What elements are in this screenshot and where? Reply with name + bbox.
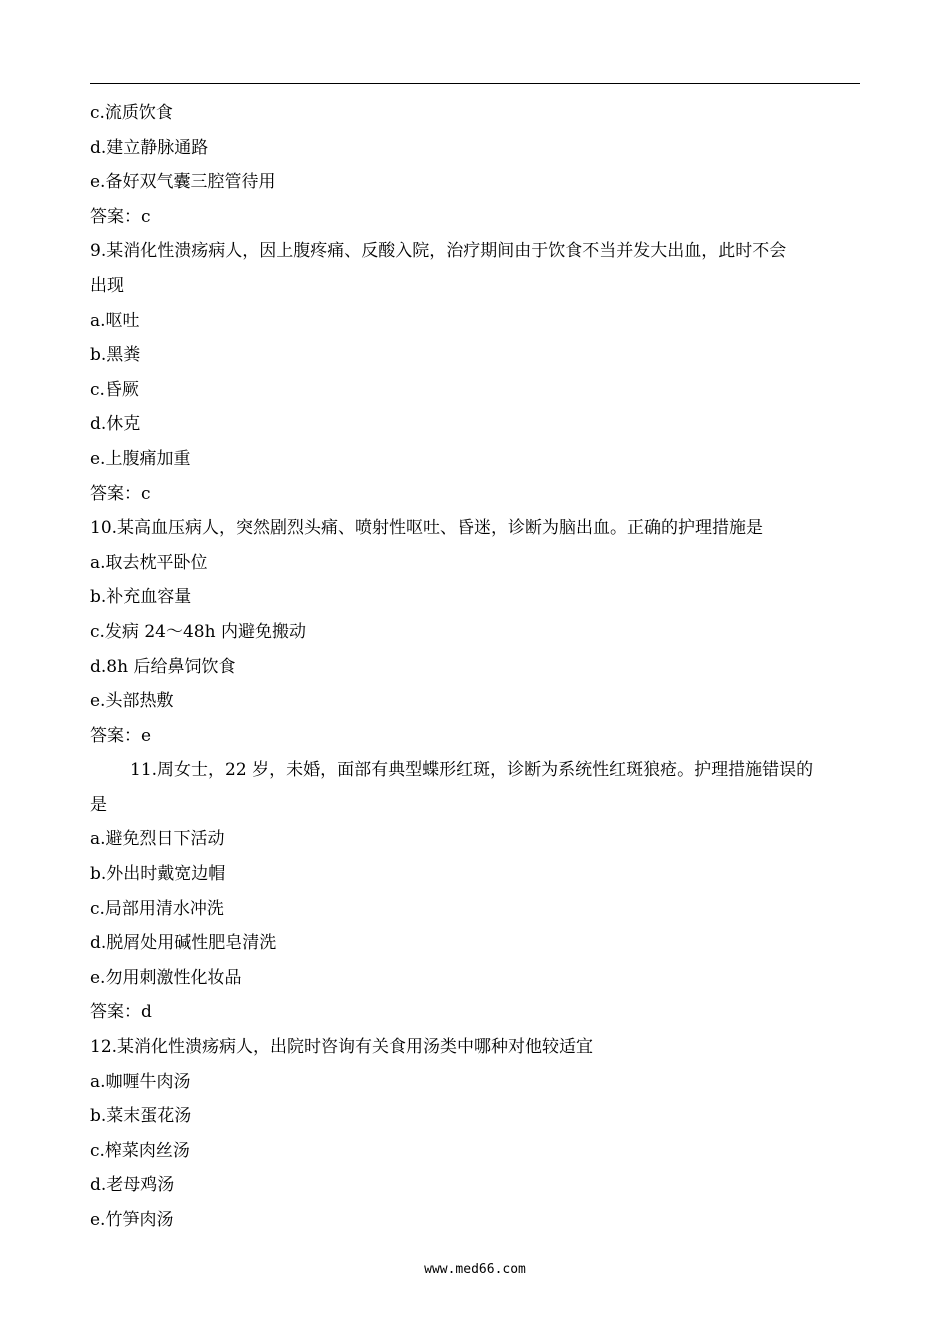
option-line: a.避免烈日下活动	[90, 829, 225, 850]
option-line: b.菜末蛋花汤	[90, 1106, 192, 1127]
option-line: b.外出时戴宽边帽	[90, 864, 226, 885]
option-line: e.竹笋肉汤	[90, 1210, 174, 1230]
footer-url: www.med66.com	[424, 1262, 526, 1277]
question-line: 出现	[90, 275, 124, 296]
document-body	[90, 96, 865, 1238]
option-line: d.建立静脉通路	[90, 137, 209, 158]
option-line: a.取去枕平卧位	[90, 552, 208, 573]
answer-line: 答案：e	[90, 725, 152, 746]
option-line: d.8h 后给鼻饲饮食	[90, 656, 236, 677]
option-line: d.休克	[90, 414, 141, 435]
question-line: 9.某消化性溃疡病人，因上腹疼痛、反酸入院，治疗期间由于饮食不当并发大出血，此时不会	[90, 241, 787, 262]
answer-line: 答案：c	[90, 206, 151, 227]
question-line: 10.某高血压病人，突然剧烈头痛、喷射性呕吐、昏迷，诊断为脑出血。正确的护理措施是	[90, 518, 764, 539]
header-rule	[90, 83, 860, 84]
option-line: d.老母鸡汤	[90, 1175, 175, 1196]
option-line: e.头部热敷	[90, 691, 174, 712]
option-line: d.脱屑处用碱性肥皂清洗	[90, 933, 277, 954]
question-line: 是	[90, 794, 107, 815]
option-line: c.发病 24～48h 内避免搬动	[90, 621, 306, 642]
option-line: a.呕吐	[90, 310, 140, 331]
question-line: 12.某消化性溃疡病人，出院时咨询有关食用汤类中哪种对他较适宜	[90, 1037, 594, 1058]
option-line: c.榨菜肉丝汤	[90, 1140, 190, 1161]
question-line: 11.周女士，22 岁，未婚，面部有典型蝶形红斑，诊断为系统性红斑狼疮。护理措施错误的	[130, 760, 814, 781]
answer-line: 答案：c	[90, 483, 151, 504]
option-line: c.昏厥	[90, 379, 139, 400]
option-line: a.咖喱牛肉汤	[90, 1071, 191, 1092]
answer-line: 答案：d	[90, 1002, 152, 1023]
option-line: c.局部用清水冲洗	[90, 898, 224, 919]
option-line: e.上腹痛加重	[90, 448, 191, 469]
option-line: e.备好双气囊三腔管待用	[90, 172, 276, 193]
option-line: e.勿用刺激性化妆品	[90, 967, 242, 988]
option-line: b.补充血容量	[90, 587, 192, 608]
option-line: b.黑粪	[90, 345, 141, 366]
option-line: c.流质饮食	[90, 103, 173, 123]
